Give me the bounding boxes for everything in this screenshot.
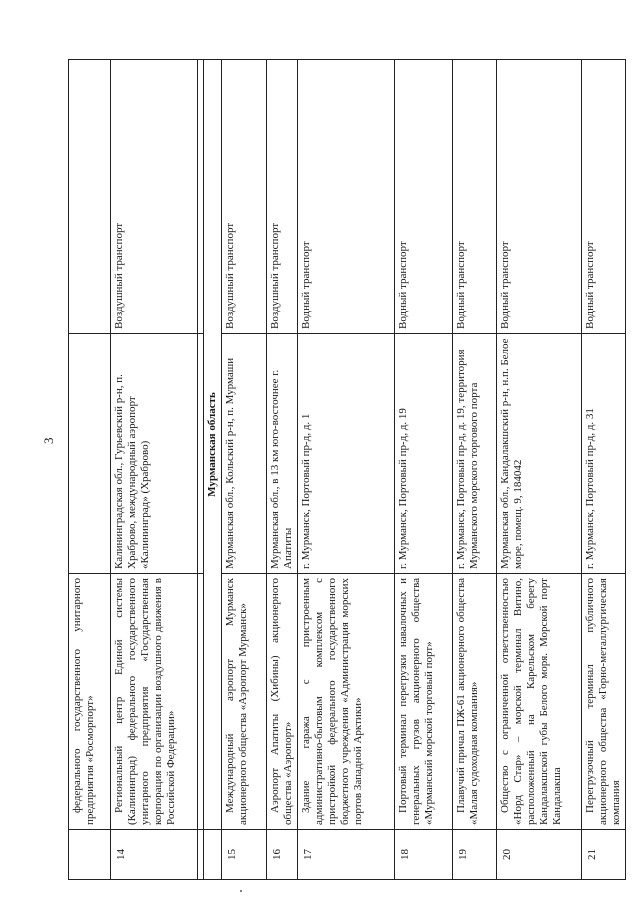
transport-type: Воздушный транспорт (267, 60, 298, 334)
table-row (111, 60, 198, 880)
table-row (298, 60, 395, 880)
row-number: 18 (395, 830, 453, 880)
row-number (69, 830, 111, 880)
table-row (582, 60, 626, 880)
object-description: федерального государственного унитарного предприятия «Росморпорт» (69, 574, 111, 830)
row-number: 20 (497, 830, 582, 880)
transport-type: Воздушный транспорт (222, 60, 267, 334)
transport-type (69, 60, 111, 334)
transport-type: Водный транспорт (582, 60, 626, 334)
transport-type: Водный транспорт (453, 60, 497, 334)
object-description: Региональный центр Единой системы (Калининград) федерального государственного унитарного предприятия «Государственная корпорация по организации воздушного движения в Российской Федерации» (111, 574, 198, 830)
object-address: г. Мурманск, Портовый пр-д, д. 1 (298, 334, 395, 574)
transport-type: Водный транспорт (298, 60, 395, 334)
row-number: 17 (298, 830, 395, 880)
page-number: 3 (41, 437, 56, 444)
object-address: г. Мурманск, Портовый пр-д, д. 31 (582, 334, 626, 574)
object-address: Мурманская обл., в 13 км юго-восточнее г. Апатиты (267, 334, 298, 574)
table-row (222, 60, 267, 880)
object-table (68, 59, 626, 880)
row-number: 15 (222, 830, 267, 880)
transport-type: Водный транспорт (497, 60, 582, 334)
scan-speck (240, 890, 242, 892)
object-address: Калининградская обл., Гурьевский р-н, п. Храброво, международный аэропорт «Калининград» (Храброво) (111, 334, 198, 574)
table-row (69, 60, 111, 880)
object-description: Портовый терминал перегрузки навалочных и генеральных грузов акционерного общества «Мурманский морской торговый порт» (395, 574, 453, 830)
object-description: Перегрузочный терминал публичного акционерного общества «Горно-металлургическая компания (582, 574, 626, 830)
region-header-row (204, 60, 222, 880)
object-description: Общество с ограниченной ответственностью «Норд Стар» – морской терминал Витино, расположенный на Карельском берегу Кандалакшской губы Белого моря. Морской порт Кандалакша (497, 574, 582, 830)
object-description: Здание гаража с пристроенным административно-бытовым комплексом с пристройкой федерального государственного бюджетного учреждения «Администрация морских портов Западной Арктики» (298, 574, 395, 830)
row-number: 16 (267, 830, 298, 880)
object-address: г. Мурманск, Портовый пр-д, д. 19, территория Мурманского морского торгового порта (453, 334, 497, 574)
region-title: Мурманская область (204, 60, 222, 830)
table-viewport (68, 60, 622, 880)
table-row (267, 60, 298, 880)
object-description: Аэропорт Апатиты (Хибины) акционерного общества «Аэропорт» (267, 574, 298, 830)
transport-type: Воздушный транспорт (111, 60, 198, 334)
table-row (395, 60, 453, 880)
object-address (69, 334, 111, 574)
row-number: 19 (453, 830, 497, 880)
row-number: 14 (111, 830, 198, 880)
table-row (453, 60, 497, 880)
object-description: Плавучий причал ПЖ-61 акционерного общества «Малая судоходная компания» (453, 574, 497, 830)
transport-type: Водный транспорт (395, 60, 453, 334)
object-address: Мурманская обл., Кольский р-н, п. Мурмаши (222, 334, 267, 574)
object-address: г. Мурманск, Портовый пр-д, д. 19 (395, 334, 453, 574)
object-address: Мурманская обл., Кандалакшский р-н, н.п. Белое море, помещ. 9, 184042 (497, 334, 582, 574)
rotated-table-container (68, 60, 622, 880)
table-row (497, 60, 582, 880)
row-number: 21 (582, 830, 626, 880)
object-description: Международный аэропорт Мурманск акционерного общества «Аэропорт Мурманск» (222, 574, 267, 830)
